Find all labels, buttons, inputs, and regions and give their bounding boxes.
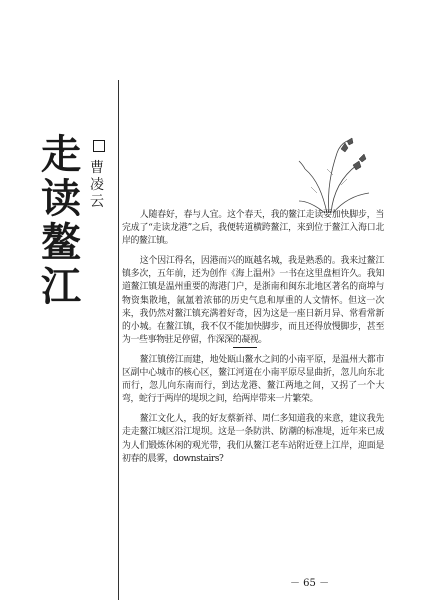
author-char: 曹 — [90, 160, 104, 176]
orchid-illustration-icon — [297, 135, 375, 215]
paragraph: 鳌江文化人，我的好友蔡新祥、周仁多知道我的来意，建议我先走走鳌江城区沿江堤坝。这是一条防洪、防潮的标准堤，近年来已成为人们锻炼休闲的观光带，我们从鳌江老车站附近登上江岸，迎面是初春的晨雾，downstairs? — [122, 414, 384, 464]
paragraph: 人随春好，春与人宜。这个春天，我的鳌江走读要加快脚步，当完成了“走读龙港”之后，我便转道横跨鳌江，来到位于鳌江入海口北岸的鳌江镇。 — [122, 210, 384, 247]
paragraph: 这个因江得名，因港而兴的瓯越名城，我是熟悉的。我来过鳌江镇多次，五年前，还为创作《海上温州》一书在这里盘桓许久。我知道鳌江镇是温州重要的海港门户，是浙南和闽东北地区著名的商埠与物资集散地，氤氲着浓郁的历史气息和厚重的人文情怀。但这一次来，我仍然对鳌江镇充满着好奇，因为这是一座日新月异、常看常新的小城。在鳌江镇，我不仅不能加快脚步，而且还得放慢脚步，甚至为一些事物驻足停留，作深深的凝视。 — [122, 256, 384, 345]
article-title — [38, 133, 84, 309]
author-char: 云 — [90, 194, 104, 210]
title-char: 走 — [41, 132, 81, 178]
article-body-continued — [122, 354, 384, 466]
vertical-divider — [118, 80, 119, 600]
paragraph: 鳌江镇傍江而建，地处瓯山鳌水之间的小南平原，是温州大都市区副中心城市的核心区，鳌江河道在小南平原尽显曲折，忽儿向东北而行，忽儿向东南而行，到达龙港、鳌江两地之间，又拐了一个大弯，蛇行于两岸的堤坝之间，给两岸带来一片繁荣。 — [122, 355, 384, 405]
article-body — [122, 209, 384, 347]
title-char: 江 — [41, 264, 81, 310]
title-char: 读 — [41, 176, 81, 222]
title-char: 鳌 — [41, 220, 81, 266]
author-name — [88, 160, 106, 211]
section-separator — [233, 347, 257, 348]
page-number: － 65 － — [290, 578, 330, 589]
author-box-icon — [93, 140, 105, 152]
author-char: 凌 — [90, 177, 104, 193]
